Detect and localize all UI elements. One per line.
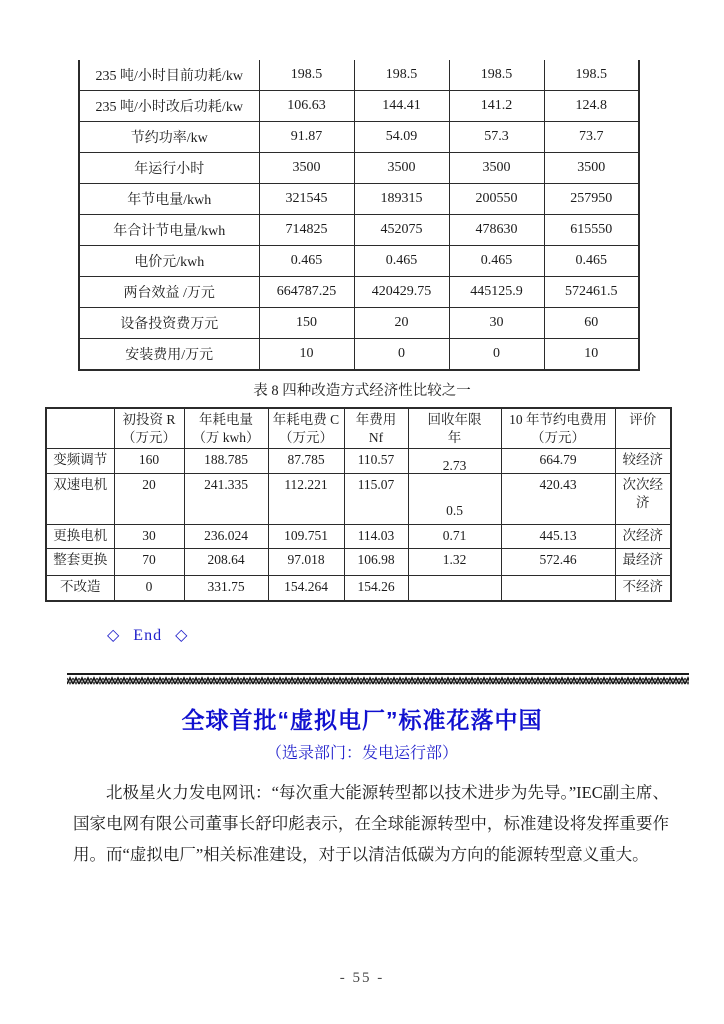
cell-value: 114.03 bbox=[344, 524, 408, 548]
cell-value: 106.63 bbox=[259, 91, 354, 122]
cell-value: 不经济 bbox=[615, 575, 671, 601]
cell-value: 0.465 bbox=[544, 246, 639, 277]
cell-value: 198.5 bbox=[544, 60, 639, 91]
row-label: 两台效益 /万元 bbox=[79, 277, 259, 308]
page-number: - 55 - bbox=[339, 970, 385, 986]
article-title: 全球首批“虚拟电厂”标准花落中国 bbox=[181, 707, 543, 733]
table-row bbox=[46, 575, 671, 601]
cell-value: 1.32 bbox=[408, 548, 501, 575]
cell-value: 321545 bbox=[259, 184, 354, 215]
cell-value: 0 bbox=[449, 339, 544, 371]
end-marker bbox=[107, 625, 188, 645]
section-divider bbox=[67, 673, 689, 686]
cell-value: 572461.5 bbox=[544, 277, 639, 308]
cell-value: 144.41 bbox=[354, 91, 449, 122]
cell-value: 236.024 bbox=[184, 524, 268, 548]
row-label: 双速电机 bbox=[46, 473, 114, 524]
table-row bbox=[79, 122, 639, 153]
table-row bbox=[79, 153, 639, 184]
cell-value: 次经济 bbox=[615, 524, 671, 548]
table-row bbox=[79, 308, 639, 339]
table2-head bbox=[46, 408, 671, 448]
column-header: 回收年限 年 bbox=[408, 408, 501, 448]
cell-value: 189315 bbox=[354, 184, 449, 215]
cell-value: 198.5 bbox=[354, 60, 449, 91]
row-label: 整套更换 bbox=[46, 548, 114, 575]
cell-value: 112.221 bbox=[268, 473, 344, 524]
cell-value: 572.46 bbox=[501, 548, 615, 575]
cell-value: 124.8 bbox=[544, 91, 639, 122]
cell-value: 241.335 bbox=[184, 473, 268, 524]
cell-value: 3500 bbox=[354, 153, 449, 184]
cell-value: 10 bbox=[259, 339, 354, 371]
cell-value: 73.7 bbox=[544, 122, 639, 153]
cell-value: 664787.25 bbox=[259, 277, 354, 308]
cell-value: 91.87 bbox=[259, 122, 354, 153]
table-row bbox=[79, 184, 639, 215]
column-header: 年耗电量 （万 kwh） bbox=[184, 408, 268, 448]
cell-value bbox=[501, 575, 615, 601]
cell-value: 0.71 bbox=[408, 524, 501, 548]
cell-value: 87.785 bbox=[268, 448, 344, 473]
cell-value: 257950 bbox=[544, 184, 639, 215]
row-label: 变频调节 bbox=[46, 448, 114, 473]
row-label: 设备投资费万元 bbox=[79, 308, 259, 339]
cell-value: 10 bbox=[544, 339, 639, 371]
row-label: 更换电机 bbox=[46, 524, 114, 548]
cell-value: 714825 bbox=[259, 215, 354, 246]
table-row bbox=[79, 215, 639, 246]
cell-value: 200550 bbox=[449, 184, 544, 215]
zigzag-pattern bbox=[67, 676, 689, 686]
cell-value: 0.465 bbox=[259, 246, 354, 277]
row-label: 电价元/kwh bbox=[79, 246, 259, 277]
table-row bbox=[46, 448, 671, 473]
table-row bbox=[79, 60, 639, 91]
column-header: 初投资 R （万元） bbox=[114, 408, 184, 448]
cell-value: 97.018 bbox=[268, 548, 344, 575]
header-row bbox=[46, 408, 671, 448]
table-row bbox=[46, 548, 671, 575]
row-label: 节约功率/kw bbox=[79, 122, 259, 153]
table-row bbox=[46, 473, 671, 524]
cell-value: 115.07 bbox=[344, 473, 408, 524]
cell-value bbox=[408, 575, 501, 601]
row-label: 不改造 bbox=[46, 575, 114, 601]
cell-value: 106.98 bbox=[344, 548, 408, 575]
column-header: 年费用 Nf bbox=[344, 408, 408, 448]
cell-value: 110.57 bbox=[344, 448, 408, 473]
cell-value: 2.73 bbox=[408, 448, 501, 473]
row-label: 安装费用/万元 bbox=[79, 339, 259, 371]
cell-value: 615550 bbox=[544, 215, 639, 246]
cell-value: 420.43 bbox=[501, 473, 615, 524]
row-label: 年运行小时 bbox=[79, 153, 259, 184]
divider-top-line bbox=[67, 673, 689, 675]
article-body: 北极星火力发电网讯：“每次重大能源转型都以技术进步为先导。”IEC副主席、国家电网有限公司董事长舒印彪表示，在全球能源转型中，标准建设将发挥重要作用。而“虚拟电厂”相关标准建设，对于以清洁低碳为方向的能源转型意义重大。 bbox=[73, 783, 669, 864]
table-row bbox=[79, 339, 639, 371]
cell-value: 445.13 bbox=[501, 524, 615, 548]
row-label: 235 吨/小时改后功耗/kw bbox=[79, 91, 259, 122]
table-row bbox=[79, 277, 639, 308]
cell-value: 57.3 bbox=[449, 122, 544, 153]
cell-value: 30 bbox=[114, 524, 184, 548]
cell-value: 198.5 bbox=[259, 60, 354, 91]
table-row bbox=[79, 91, 639, 122]
row-label: 年节电量/kwh bbox=[79, 184, 259, 215]
cell-value: 452075 bbox=[354, 215, 449, 246]
cell-value: 331.75 bbox=[184, 575, 268, 601]
cell-value: 154.26 bbox=[344, 575, 408, 601]
row-label: 235 吨/小时目前功耗/kw bbox=[79, 60, 259, 91]
cell-value: 0 bbox=[354, 339, 449, 371]
cell-value: 445125.9 bbox=[449, 277, 544, 308]
cell-value: 154.264 bbox=[268, 575, 344, 601]
cell-value: 70 bbox=[114, 548, 184, 575]
cell-value: 141.2 bbox=[449, 91, 544, 122]
table-row bbox=[46, 524, 671, 548]
column-header bbox=[46, 408, 114, 448]
cell-value: 次次经济 bbox=[615, 473, 671, 524]
cell-value: 3500 bbox=[259, 153, 354, 184]
cell-value: 198.5 bbox=[449, 60, 544, 91]
table-caption: 表 8 四种改造方式经济性比较之一 bbox=[253, 383, 471, 399]
article-subtitle: （选录部门：发电运行部） bbox=[265, 745, 458, 762]
column-header: 10 年节约电费用 （万元） bbox=[501, 408, 615, 448]
cell-value: 3500 bbox=[544, 153, 639, 184]
cell-value: 60 bbox=[544, 308, 639, 339]
cell-value: 109.751 bbox=[268, 524, 344, 548]
cell-value: 20 bbox=[354, 308, 449, 339]
cell-value: 0.465 bbox=[354, 246, 449, 277]
cell-value: 188.785 bbox=[184, 448, 268, 473]
cell-value: 0 bbox=[114, 575, 184, 601]
cell-value: 较经济 bbox=[615, 448, 671, 473]
table2-body bbox=[46, 448, 671, 601]
cell-value: 160 bbox=[114, 448, 184, 473]
table1-body bbox=[79, 60, 639, 370]
column-header: 评价 bbox=[615, 408, 671, 448]
cell-value: 54.09 bbox=[354, 122, 449, 153]
retrofit-economics-table bbox=[78, 60, 640, 371]
end-marker-label: ◇ End ◇ bbox=[107, 627, 189, 644]
cell-value: 208.64 bbox=[184, 548, 268, 575]
cell-value: 30 bbox=[449, 308, 544, 339]
cell-value: 420429.75 bbox=[354, 277, 449, 308]
cell-value: 478630 bbox=[449, 215, 544, 246]
cell-value: 150 bbox=[259, 308, 354, 339]
row-label: 年合计节电量/kwh bbox=[79, 215, 259, 246]
cell-value: 664.79 bbox=[501, 448, 615, 473]
table-row bbox=[79, 246, 639, 277]
cell-value: 最经济 bbox=[615, 548, 671, 575]
cell-value: 20 bbox=[114, 473, 184, 524]
column-header: 年耗电费 C （万元） bbox=[268, 408, 344, 448]
cell-value: 3500 bbox=[449, 153, 544, 184]
cell-value: 0.465 bbox=[449, 246, 544, 277]
cell-value: 0.5 bbox=[408, 473, 501, 524]
comparison-table bbox=[45, 407, 672, 602]
